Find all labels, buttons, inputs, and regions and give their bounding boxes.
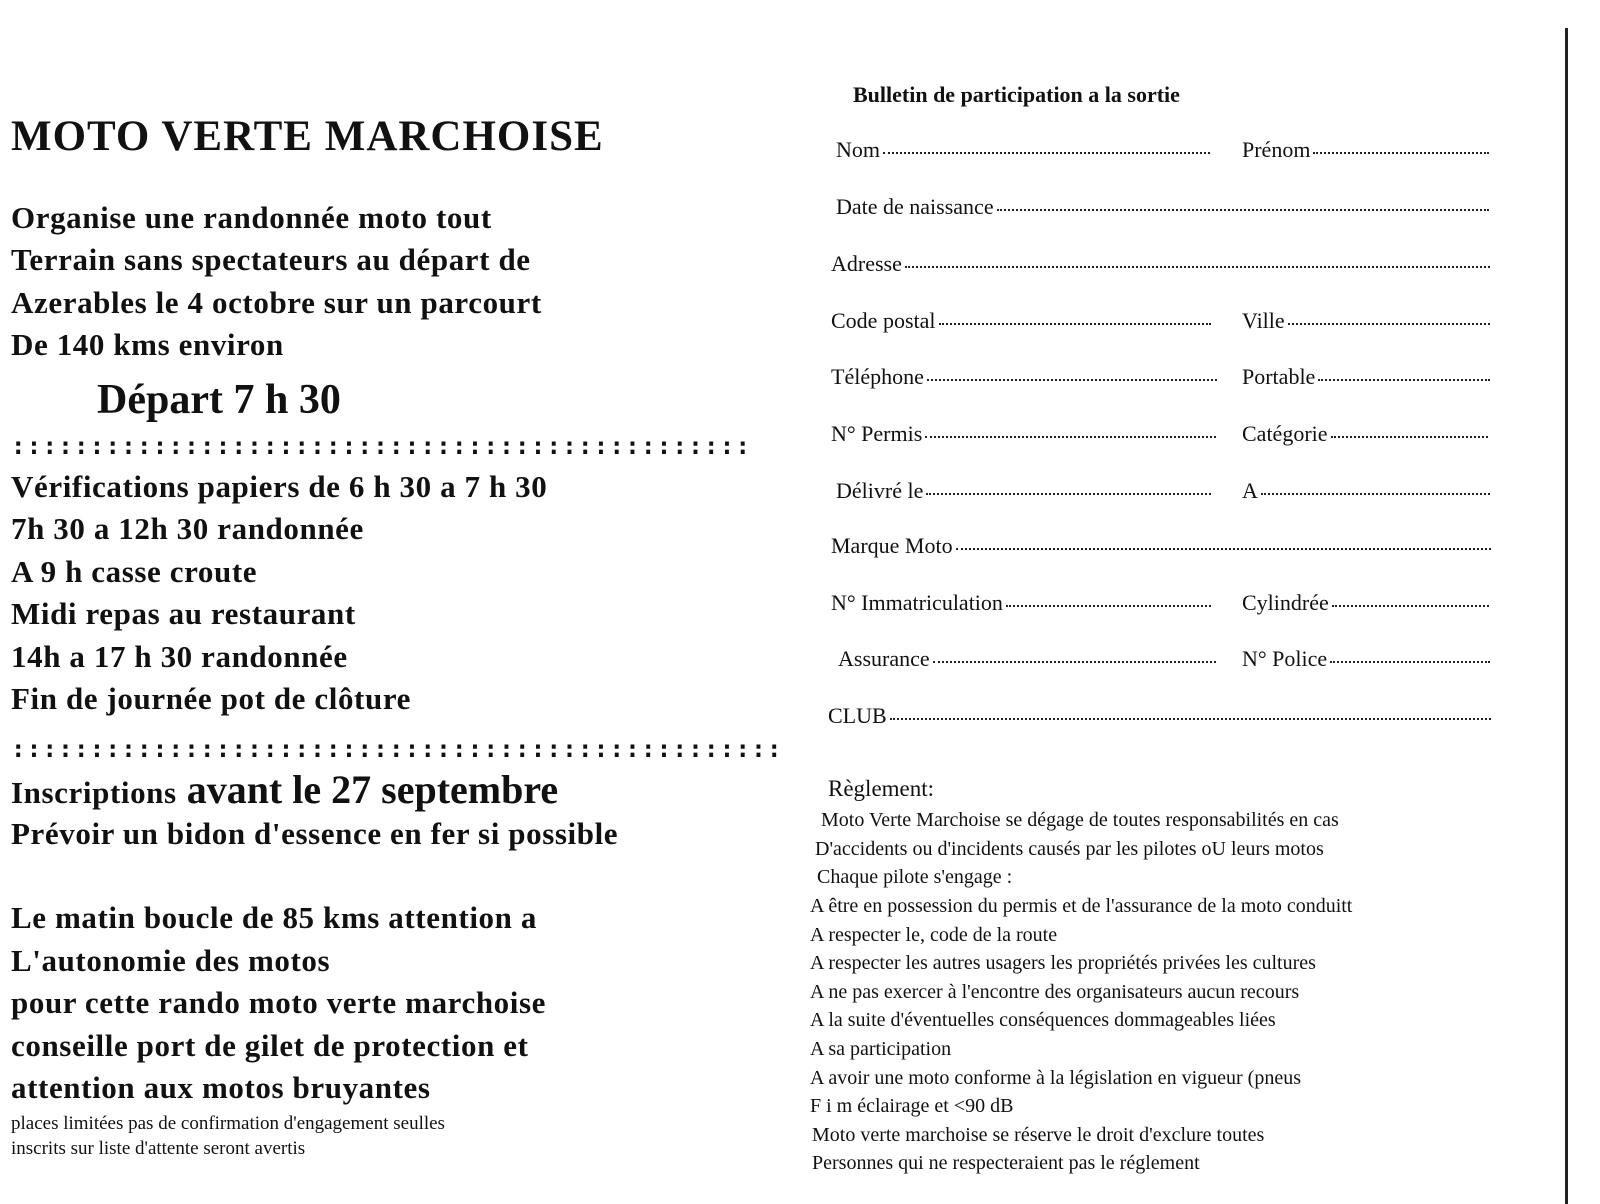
reglement-line-1: Moto Verte Marchoise se dégage de toutes responsabilités en cas (821, 809, 1339, 831)
ville-label: Ville (1242, 308, 1285, 333)
marque-moto-label: Marque Moto (831, 533, 953, 558)
reglement-line-3: Chaque pilote s'engage : (817, 866, 1013, 888)
reglement-line-8: A la suite d'éventuelles conséquences dommageables liées (810, 1009, 1276, 1031)
immatriculation-field[interactable] (831, 590, 1211, 616)
departure-time: Départ 7 h 30 (97, 377, 341, 423)
fuel-can-note: Prévoir un bidon d'essence en fer si possible (11, 816, 619, 851)
nom-field[interactable] (836, 137, 1210, 163)
reglement-line-12: Moto verte marchoise se réserve le droit d'exclure toutes (812, 1124, 1265, 1146)
portable-label: Portable (1242, 364, 1316, 389)
permis-field[interactable] (831, 421, 1216, 447)
ville-field[interactable] (1242, 308, 1490, 334)
reglement-title: Règlement: (828, 776, 935, 801)
immatriculation-label: N° Immatriculation (831, 590, 1003, 615)
code-postal-field[interactable] (831, 308, 1211, 334)
fine-print-line-2: inscrits sur liste d'attente seront avertis (11, 1138, 306, 1159)
note-line-4: conseille port de gilet de protection et (11, 1028, 529, 1063)
club-field[interactable] (828, 703, 1491, 729)
reglement-line-7: A ne pas exercer à l'encontre des organisateurs aucun recours (810, 981, 1300, 1003)
schedule-line-3: A 9 h casse croute (11, 554, 258, 589)
adresse-label: Adresse (831, 251, 902, 276)
club-label: CLUB (828, 703, 887, 728)
assurance-label: Assurance (838, 646, 930, 671)
schedule-line-5: 14h a 17 h 30 randonnée (11, 639, 348, 674)
note-line-3: pour cette rando moto verte marchoise (11, 985, 547, 1020)
marque-moto-field[interactable] (831, 533, 1491, 559)
intro-line-4: De 140 kms environ (11, 327, 284, 362)
schedule-line-1: Vérifications papiers de 6 h 30 a 7 h 30 (11, 469, 548, 504)
note-line-1: Le matin boucle de 85 kms attention a (11, 900, 537, 935)
lieu-delivrance-field[interactable] (1242, 478, 1490, 504)
intro-line-2: Terrain sans spectateurs au départ de (11, 242, 531, 277)
reglement-line-9: A sa participation (810, 1038, 952, 1060)
scan-edge-line (1565, 28, 1568, 1204)
note-line-5: attention aux motos bruyantes (11, 1070, 431, 1105)
intro-line-1: Organise une randonnée moto tout (11, 200, 492, 235)
date-naissance-label: Date de naissance (836, 194, 994, 219)
telephone-field[interactable] (831, 364, 1217, 390)
fine-print-line-1: places limitées pas de confirmation d'engagement seulles (11, 1113, 445, 1134)
cylindree-field[interactable] (1242, 590, 1489, 616)
reglement-line-10: A avoir une moto conforme à la législation en vigueur (pneus (810, 1067, 1301, 1089)
reglement-line-4: A être en possession du permis et de l'assurance de la moto conduitt (810, 895, 1353, 917)
categorie-label: Catégorie (1242, 421, 1328, 446)
adresse-field[interactable] (831, 251, 1490, 277)
police-field[interactable] (1242, 646, 1490, 672)
note-line-2: L'autonomie des motos (11, 943, 331, 978)
schedule-line-6: Fin de journée pot de clôture (11, 681, 411, 716)
inscriptions-label: Inscriptions (11, 775, 177, 810)
delivre-le-label: Délivré le (836, 478, 924, 503)
separator-bottom: ::::::::::::::::::::::::::::::::::::::::::::::::: (11, 735, 783, 763)
inscriptions-line (11, 766, 558, 813)
cylindree-label: Cylindrée (1242, 590, 1329, 615)
reglement-line-5: A respecter le, code de la route (810, 924, 1058, 946)
reglement-line-6: A respecter les autres usagers les propriétés privées les cultures (810, 952, 1316, 974)
permis-label: N° Permis (831, 421, 923, 446)
schedule-line-2: 7h 30 a 12h 30 randonnée (11, 511, 364, 546)
prenom-label: Prénom (1242, 137, 1311, 162)
assurance-field[interactable] (838, 646, 1216, 672)
reglement-line-2: D'accidents ou d'incidents causés par les pilotes oU leurs motos (815, 838, 1324, 860)
intro-line-3: Azerables le 4 octobre sur un parcourt (11, 285, 542, 320)
inscriptions-deadline: avant le 27 septembre (186, 767, 559, 812)
reglement-line-13: Personnes qui ne respecteraient pas le réglement (812, 1152, 1200, 1174)
categorie-field[interactable] (1242, 421, 1488, 447)
delivre-le-field[interactable] (836, 478, 1211, 504)
portable-field[interactable] (1242, 364, 1490, 390)
code-postal-label: Code postal (831, 308, 936, 333)
form-title: Bulletin de participation a la sortie (853, 82, 1180, 107)
telephone-label: Téléphone (831, 364, 924, 389)
prenom-field[interactable] (1242, 137, 1489, 163)
reglement-line-11: F i m éclairage et <90 dB (810, 1095, 1014, 1117)
page-title: MOTO VERTE MARCHOISE (11, 113, 604, 160)
lieu-delivrance-label: A (1242, 478, 1258, 503)
schedule-line-4: Midi repas au restaurant (11, 596, 356, 631)
separator-top: ::::::::::::::::::::::::::::::::::::::::::::::: (11, 432, 752, 460)
nom-label: Nom (836, 137, 880, 162)
police-label: N° Police (1242, 646, 1328, 671)
date-naissance-field[interactable] (836, 194, 1489, 220)
